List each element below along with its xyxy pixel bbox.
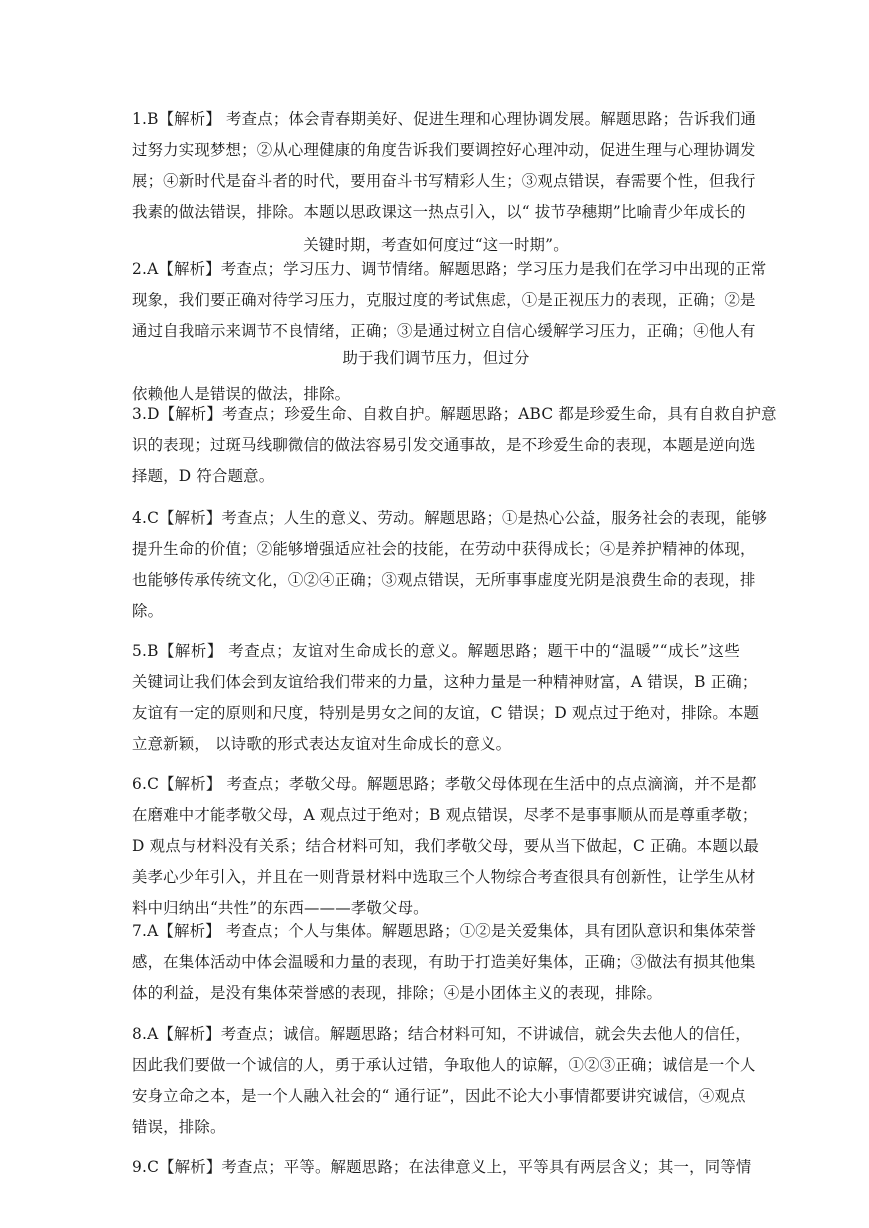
answer-2-line-5: 依赖他人是错误的做法，排除。 <box>132 385 351 403</box>
answer-2 <box>132 254 767 410</box>
answer-7-line-3: 体的利益，是没有集体荣誉感的表现，排除；④是小团体主义的表现，排除。 <box>132 984 663 1002</box>
answer-1-line-5: 关键时期，考查如何度过“这一时期”。 <box>303 236 569 254</box>
answer-4-line-2: 提升生命的价值；②能够增强适应社会的技能，在劳动中获得成长；④是养护精神的体现， <box>132 540 756 558</box>
answer-9-line-1: 9.C【解析】考查点；平等。解题思路；在法律意义上，平等具有两层含义；其一，同等情 <box>132 1158 752 1176</box>
answer-4-line-4: 除。 <box>132 602 164 620</box>
answer-5-line-4: 立意新颖， 以诗歌的形式表达友谊对生命成长的意义。 <box>132 735 512 753</box>
answer-3-line-1: 3.D【解析】考查点；珍爱生命、自救自护。解题思路；ABC 都是珍爱生命，具有自救自护意 <box>132 405 777 423</box>
answer-8 <box>132 1019 756 1143</box>
answer-6-line-2: 在磨难中才能孝敬父母，A 观点过于绝对；B 观点错误，尽孝不是事事顺从而是尊重孝敬； <box>132 806 758 824</box>
answer-8-line-2: 因此我们要做一个诚信的人，勇于承认过错，争取他人的谅解，①②③正确；诚信是一个人 <box>132 1056 756 1074</box>
answer-8-line-1: 8.A【解析】考查点；诚信。解题思路；结合材料可知，不讲诚信，就会失去他人的信任， <box>132 1025 751 1043</box>
answer-1-line-2: 过努力实现梦想；②从心理健康的角度告诉我们要调控好心理冲动，促进生理与心理协调发 <box>132 141 756 159</box>
answer-6 <box>132 769 760 924</box>
answer-4-line-3: 也能够传承传统文化，①②④正确；③观点错误，无所事事虚度光阴是浪费生命的表现，排 <box>132 571 756 589</box>
answer-6-line-4: 美孝心少年引入，并且在一则背景材料中选取三个人物综合考查很具有创新性，让学生从材 <box>132 868 756 886</box>
answer-2-line-2: 现象，我们要正确对待学习压力，克服过度的考试焦虑，①是正视压力的表现，正确；②是 <box>132 291 756 309</box>
answer-6-line-5: 料中归纳出“共性”的东西———孝敬父母。 <box>132 899 429 917</box>
answer-5-line-3: 友谊有一定的原则和尺度，特别是男女之间的友谊，C 错误；D 观点过于绝对，排除。本题 <box>132 704 760 722</box>
answer-2-line-3: 通过自我暗示来调节不良情绪，正确；③是通过树立自信心缓解学习压力，正确；④他人有 <box>132 322 756 340</box>
answer-6-line-1: 6.C【解析】 考查点；孝敬父母。解题思路；孝敬父母体现在生活中的点点滴滴，并不是都 <box>132 775 757 793</box>
answer-8-line-4: 错误，排除。 <box>132 1118 226 1136</box>
answer-5 <box>132 636 760 760</box>
answer-1 <box>132 104 757 261</box>
answer-4 <box>132 503 768 627</box>
answer-1-line-3: 展；④新时代是奋斗者的时代，要用奋斗书写精彩人生；③观点错误，春需要个性，但我行 <box>132 172 756 190</box>
answer-3-line-3: 择题，D 符合题意。 <box>132 467 275 485</box>
answer-8-line-3: 安身立命之本，是一个人融入社会的“ 通行证”，因此不论大小事情都要讲究诚信，④观点 <box>132 1087 746 1105</box>
answer-2-line-4: 助于我们调节压力，但过分 <box>342 349 530 367</box>
answer-2-line-1: 2.A【解析】考查点；学习压力、调节情绪。解题思路；学习压力是我们在学习中出现的正常 <box>132 260 767 278</box>
answer-7-line-1: 7.A【解析】 考查点；个人与集体。解题思路；①②是关爱集体，具有团队意识和集体荣誉 <box>132 922 756 940</box>
answer-4-line-1: 4.C【解析】考查点；人生的意义、劳动。解题思路；①是热心公益，服务社会的表现，能够 <box>132 509 768 527</box>
answer-1-line-4: 我素的做法错误，排除。本题以思政课这一热点引入，以“ 拔节孕穗期”比喻青少年成长的 <box>132 203 746 221</box>
answer-3-line-2: 识的表现；过斑马线聊微信的做法容易引发交通事故，是不珍爱生命的表现，本题是逆向选 <box>132 436 756 454</box>
answer-3 <box>132 399 777 492</box>
answer-5-line-1: 5.B【解析】 考查点；友谊对生命成长的意义。解题思路；题干中的“温暖”“成长”这些 <box>132 642 740 660</box>
answer-6-line-3: D 观点与材料没有关系；结合材料可知，我们孝敬父母，要从当下做起，C 正确。本题以最 <box>132 837 760 855</box>
answer-5-line-2: 关键词让我们体会到友谊给我们带来的力量，这种力量是一种精神财富，A 错误，B 正确； <box>132 673 758 691</box>
answer-7-line-2: 感，在集体活动中体会温暖和力量的表现，有助于打造美好集体，正确；③做法有损其他集 <box>132 953 756 971</box>
answer-1-line-1: 1.B【解析】 考查点；体会青春期美好、促进生理和心理协调发展。解题思路；告诉我们通 <box>132 110 757 128</box>
answer-9 <box>132 1152 752 1183</box>
answer-7 <box>132 916 756 1009</box>
